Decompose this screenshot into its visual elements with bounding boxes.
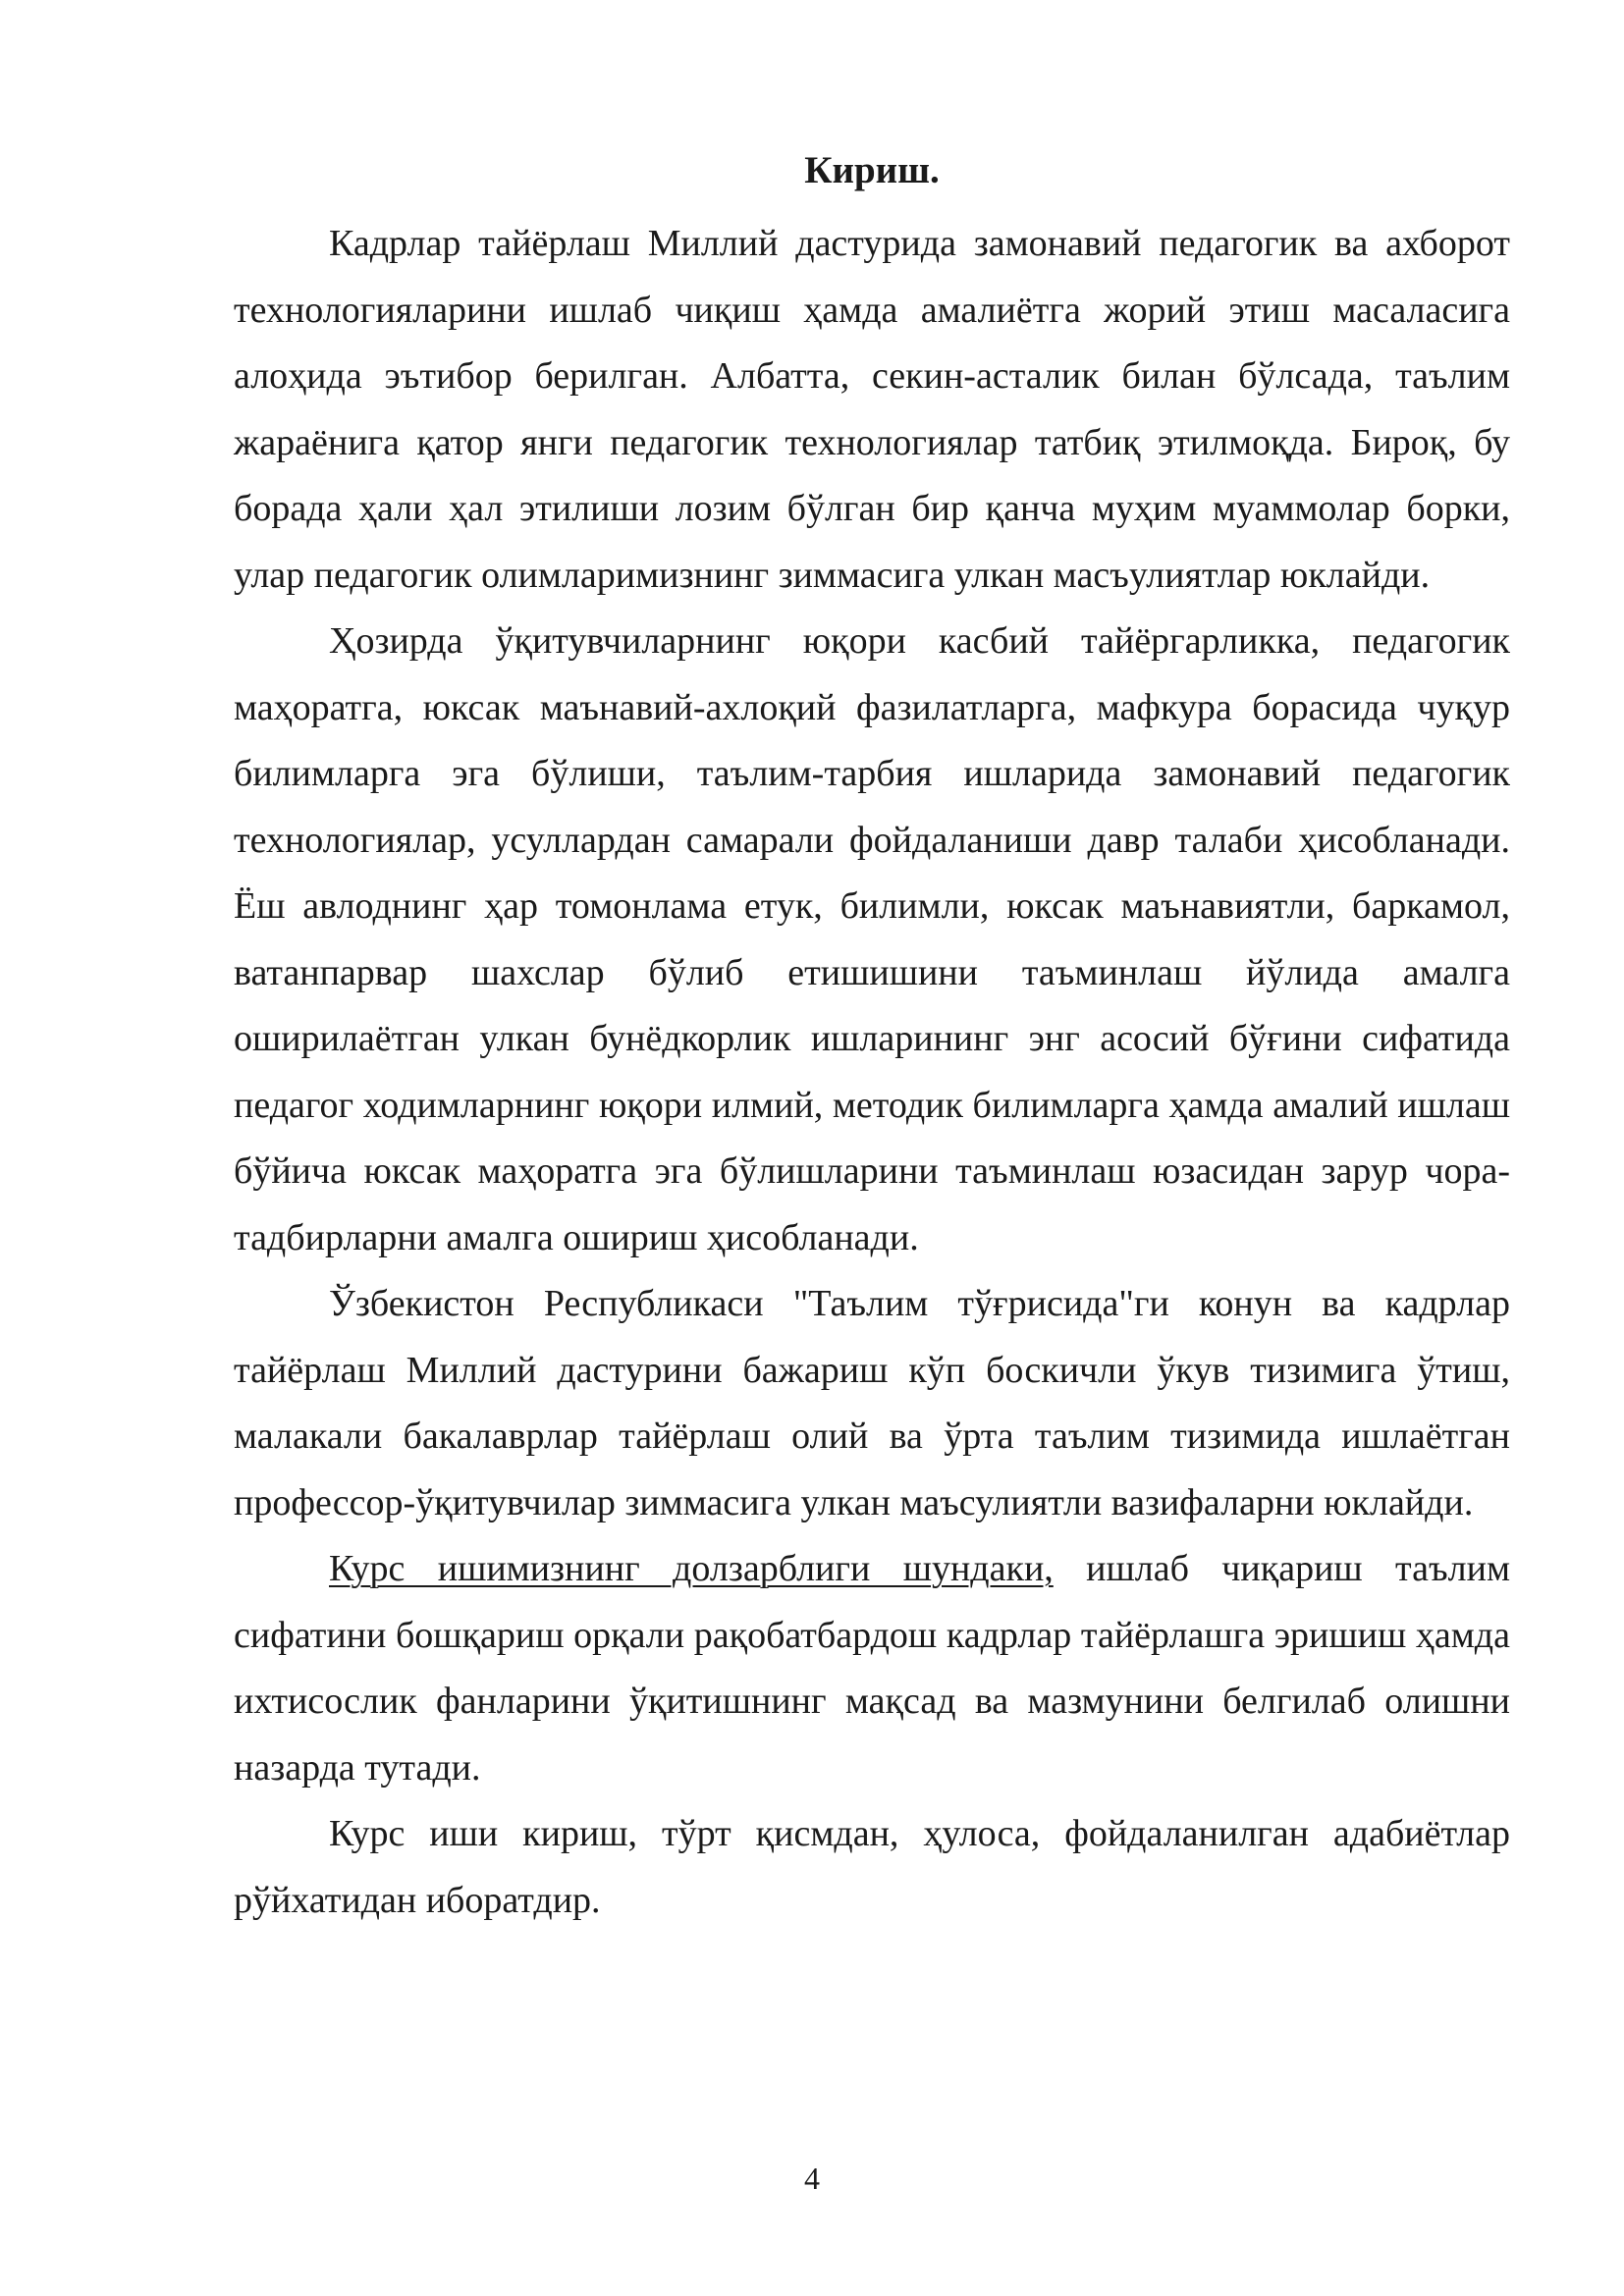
paragraph-5: Курс иши кириш, тўрт қисмдан, ҳулоса, фойдаланилган адабиётлар рўйхатидан иборатдир.	[234, 1813, 1510, 1921]
relevance-phrase: Курс ишимизнинг долзарблиги шундаки,	[329, 1548, 1054, 1589]
paragraph-3: Ўзбекистон Республикаси "Таълим тўғрисида"ги конун ва кадрлар тайёрлаш Миллий дастурини бажариш кўп боскичли ўкув тизимига ўтиш, малакали бакалаврлар тайёрлаш олий ва ўрта таълим тизимида ишлаётган профессор-ўқитувчилар зиммасига улкан маъсулиятли вазифаларни юклайди.	[234, 1283, 1510, 1523]
paragraph-2: Ҳозирда ўқитувчиларнинг юқори касбий тайёргарликка, педагогик маҳоратга, юксак маънавий-ахлоқий фазилатларга, мафкура борасида чуқур билимларга эга бўлиши, таълим-тарбия ишларида замонавий педагогик технологиялар, усуллардан самарали фойдаланиши давр талаби ҳисобланади. Ёш авлоднинг ҳар томонлама етук, билимли, юксак маънавиятли, баркамол, ватанпарвар шахслар бўлиб етишишини таъминлаш йўлида амалга оширилаётган улкан бунёдкорлик ишларининг энг асосий бўғини сифатида педагог ходимларнинг юқори илмий, методик билимларга ҳамда амалий ишлаш бўйича юксак маҳоратга эга бўлишларини таъминлаш юзасидан зарур чора-тадбирларни амалга ошириш ҳисобланади.	[234, 620, 1510, 1258]
page-number: 4	[804, 2161, 820, 2196]
paragraph-1: Кадрлар тайёрлаш Миллий дастурида замонавий педагогик ва ахборот технологияларини ишлаб чиқиш ҳамда амалиётга жорий этиш масаласига алоҳида эътибор берилган. Албатта, секин-асталик билан бўлсада, таълим жараёнига қатор янги педагогик технологиялар татбиқ этилмоқда. Бироқ, бу борада ҳали ҳал этилиши лозим бўлган бир қанча муҳим муаммолар борки, улар педагогик олимларимизнинг зиммасига улкан масъулиятлар юклайди.	[234, 223, 1510, 596]
document-body	[234, 149, 1510, 1934]
section-heading: Кириш.	[804, 149, 940, 191]
paragraph-4	[234, 1536, 1510, 1801]
paragraph-4-text: ишлаб чиқариш таълим сифатини бошқариш орқали рақобатбардош кадрлар тайёрлашга эришиш ҳамда ихтисослик фанларини ўқитишнинг мақсад ва мазмунини белгилаб олишни назарда тутади.	[234, 1548, 1510, 1789]
